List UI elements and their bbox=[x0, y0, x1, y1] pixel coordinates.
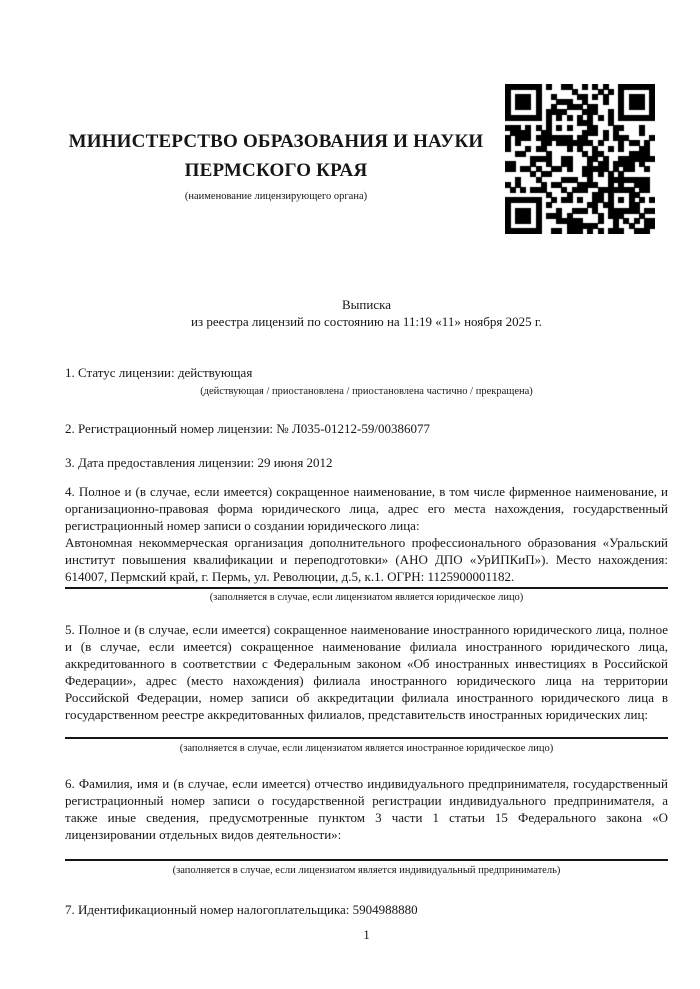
document-title-block bbox=[65, 296, 668, 330]
section-entrepreneur bbox=[65, 775, 668, 877]
section-grant-date bbox=[65, 454, 668, 471]
document-subtitle: из реестра лицензий по состоянию на 11:19 «11» ноября 2025 г. bbox=[191, 314, 542, 329]
entrepreneur-fill-line bbox=[65, 859, 668, 861]
entrepreneur-caption: (заполняется в случае, если лицензиатом является индивидуальный предприниматель) bbox=[172, 865, 561, 876]
ministry-name-line1: МИНИСТЕРСТВО ОБРАЗОВАНИЯ И НАУКИ bbox=[68, 131, 484, 152]
legal-entity-intro: 4. Полное и (в случае, если имеется) сокращенное наименование, в том числе фирменное наименование, и организационно-правовая форма юридического лица, адрес его места нахождения, государственный регистрационный номер записи о создании юридического лица: bbox=[65, 484, 668, 533]
section-license-status bbox=[65, 364, 668, 398]
section-taxpayer-id bbox=[65, 901, 668, 918]
qr-code-image bbox=[505, 84, 655, 234]
entrepreneur-text: 6. Фамилия, имя и (в случае, если имеется) отчество индивидуального предпринимателя, государственный регистрационный номер записи о государственной регистрации индивидуального предпринимателя, а также иные сведения, предусмотренные пунктом 3 части 1 статьи 15 Федерального закона «О лицензировании отдельных видов деятельности»: bbox=[65, 776, 668, 842]
license-status-options-caption: (действующая / приостановлена / приостановлена частично / прекращена) bbox=[200, 386, 533, 397]
legal-entity-fill-line bbox=[65, 587, 668, 589]
section-legal-entity bbox=[65, 483, 668, 604]
document-title: Выписка bbox=[342, 297, 391, 312]
registration-number-text: 2. Регистрационный номер лицензии: № Л035-01212-59/00386077 bbox=[65, 421, 431, 436]
authority-name-caption: (наименование лицензирующего органа) bbox=[184, 191, 368, 202]
licensing-authority-header bbox=[58, 127, 494, 203]
legal-entity-caption: (заполняется в случае, если лицензиатом является юридическое лицо) bbox=[209, 592, 524, 603]
page-number: 1 bbox=[363, 927, 370, 942]
taxpayer-id-text: 7. Идентификационный номер налогоплательщика: 5904988880 bbox=[65, 902, 418, 917]
legal-entity-value: Автономная некоммерческая организация дополнительного профессионального образования «Уральский институт повышения квалификации и переподготовки» (АНО ДПО «УрИПКиП»). Место нахождения: 614007, Пермский край, г. Пермь, ул. Революции, д.5, к.1. ОГРН: 1125900001182. bbox=[65, 535, 668, 584]
foreign-entity-text: 5. Полное и (в случае, если имеется) сокращенное наименование иностранного юридического лица, полное и (в случае, если имеется) сокращенное наименование филиала иностранного юридического лица, аккредитованного в соответствии с Федеральным законом «Об иностранных инвестициях в Российской Федерации», адрес (место нахождения) филиала иностранного юридического лица на территории Российской Федерации, номер записи об аккредитации филиала иностранного юридического лица в государственном реестре аккредитованных филиалов, представительств иностранных юридических лиц: bbox=[65, 622, 668, 722]
grant-date-text: 3. Дата предоставления лицензии: 29 июня 2012 bbox=[65, 455, 333, 470]
qr-code bbox=[505, 84, 655, 234]
section-foreign-entity bbox=[65, 621, 668, 755]
ministry-name-line2: ПЕРМСКОГО КРАЯ bbox=[184, 160, 368, 181]
section-registration-number bbox=[65, 420, 668, 437]
license-status-text: 1. Статус лицензии: действующая bbox=[65, 365, 253, 380]
foreign-entity-fill-line bbox=[65, 737, 668, 739]
foreign-entity-caption: (заполняется в случае, если лицензиатом является иностранное юридическое лицо) bbox=[179, 743, 554, 754]
